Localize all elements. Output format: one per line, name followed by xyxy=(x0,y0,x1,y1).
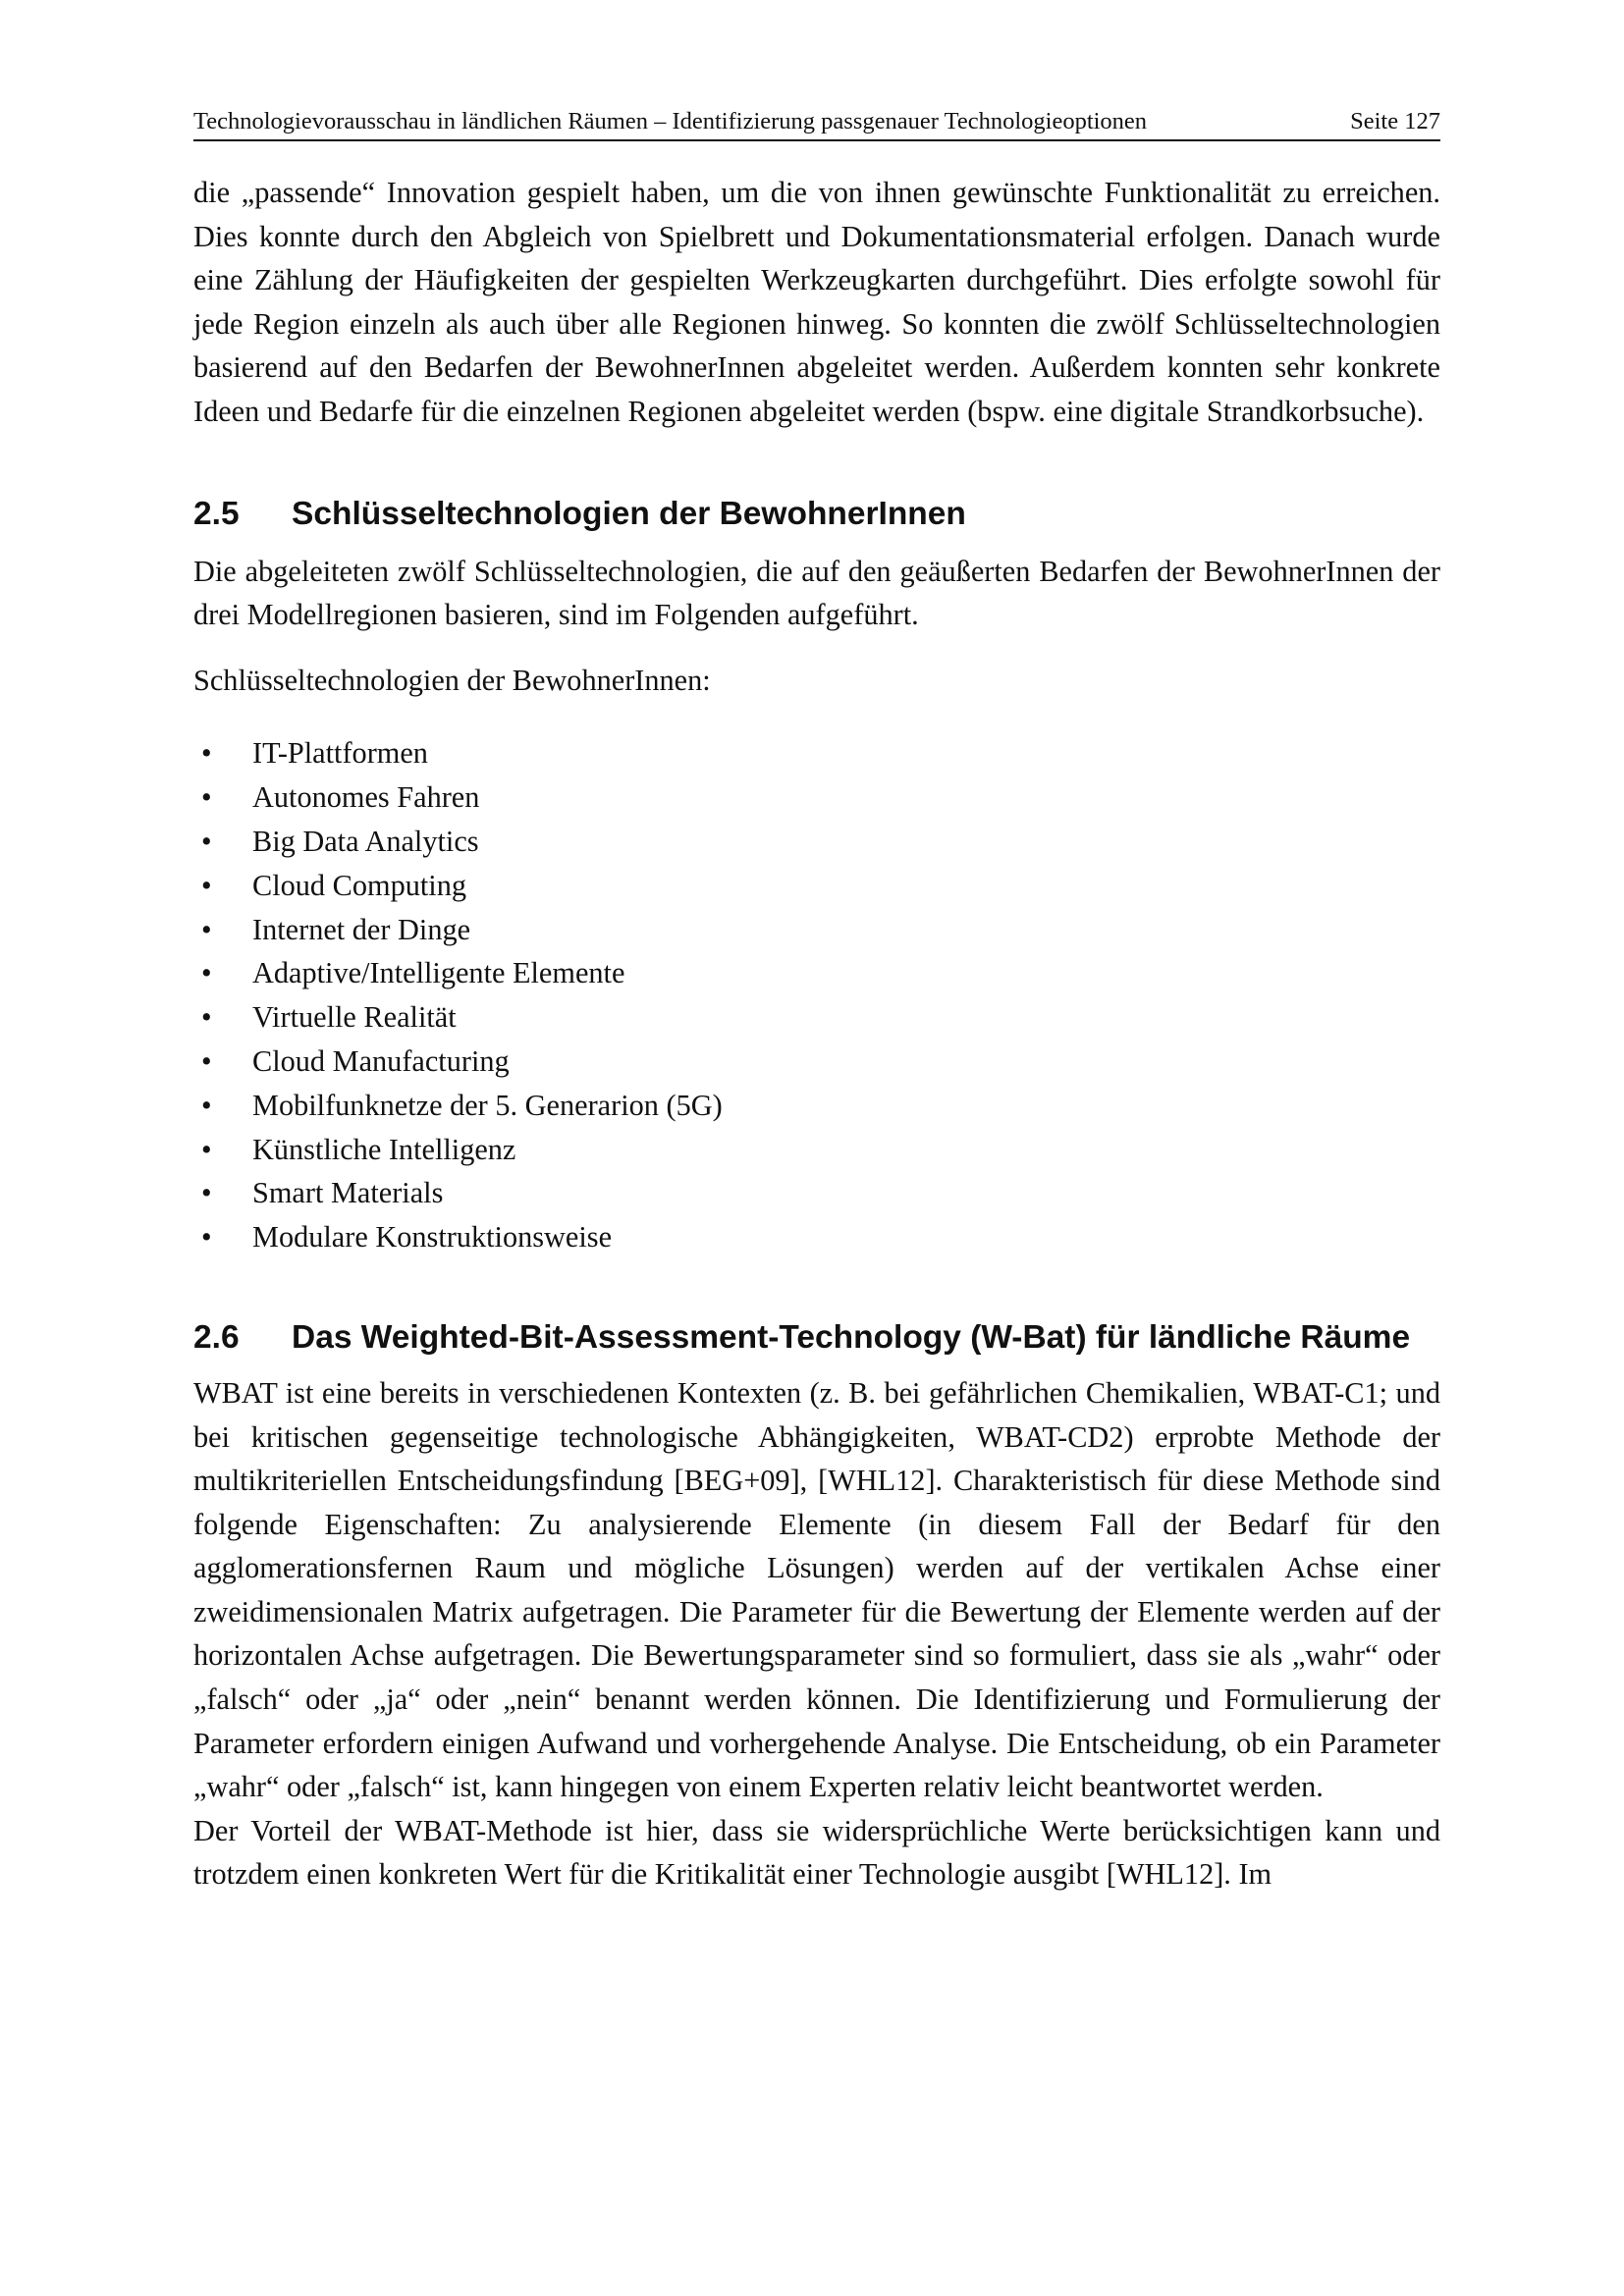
list-item xyxy=(193,775,1440,820)
list-item-text: Cloud Computing xyxy=(252,868,466,902)
bullet-icon: • xyxy=(201,1000,212,1035)
list-item-text: Künstliche Intelligenz xyxy=(252,1132,516,1166)
section-heading-2-6 xyxy=(193,1316,1440,1360)
bullet-icon: • xyxy=(201,868,212,902)
bullet-icon: • xyxy=(201,736,212,771)
section-2-5-paragraph: Die abgeleiteten zwölf Schlüsseltechnologien, die auf den geäußerten Bedarfen der BewohnerInnen der drei Modellregionen basieren, sind im Folgenden aufgeführt. xyxy=(193,554,1440,632)
list-item-text: Modulare Konstruktionsweise xyxy=(252,1220,613,1255)
section-title: Das Weighted-Bit-Assessment-Technology (W-Bat) für ländliche Räume xyxy=(292,1318,1411,1356)
list-item-text: Big Data Analytics xyxy=(252,824,479,858)
list-item xyxy=(193,1128,1440,1172)
list-item xyxy=(193,995,1440,1040)
list-item xyxy=(193,1084,1440,1128)
list-item-text: Smart Materials xyxy=(252,1176,444,1210)
list-item xyxy=(193,951,1440,995)
section-number: 2.6 xyxy=(193,1318,240,1356)
list-item-text: Internet der Dinge xyxy=(252,912,471,946)
document-page xyxy=(193,106,1440,1896)
list-item xyxy=(193,1171,1440,1215)
bullet-icon: • xyxy=(201,1220,212,1255)
list-item-text: Adaptive/Intelligente Elemente xyxy=(252,956,625,990)
list-item-text: Cloud Manufacturing xyxy=(252,1043,510,1078)
list-item xyxy=(193,1040,1440,1084)
intro-paragraph: die „passende“ Innovation gespielt haben, um die von ihnen gewünschte Funktionalität zu erreichen. Dies konnte durch den Abgleich von Spielbrett und Dokumentationsmaterial erfolgen. Danach wurde eine Zählung der Häufigkeiten der gespielten Werkzeugkarten durchgeführt. Dies erfolgte sowohl für jede Region einzeln als auch über alle Regionen hinweg. So konnten die zwölf Schlüsseltechnologien basierend auf den Bedarfen der BewohnerInnen abgeleitet werden. Außerdem konnten sehr konkrete Ideen und Bedarfe für die einzelnen Regionen abgeleitet werden (bspw. eine digitale Strandkorbsuche). xyxy=(193,176,1440,428)
running-header xyxy=(193,106,1440,141)
list-item xyxy=(193,1215,1440,1259)
bullet-icon: • xyxy=(201,1132,212,1166)
list-item-text: Mobilfunknetze der 5. Generarion (5G) xyxy=(252,1088,723,1122)
bullet-icon: • xyxy=(201,956,212,990)
bullet-icon: • xyxy=(201,1088,212,1122)
list-item xyxy=(193,731,1440,775)
bullet-icon: • xyxy=(201,1176,212,1210)
technology-list xyxy=(193,731,1440,1259)
section-2-6-paragraph-1: WBAT ist eine bereits in verschiedenen Kontexten (z. B. bei gefährlichen Chemikalien, WBAT-C1; und bei kritischen gegenseitige technologische Abhängigkeiten, WBAT-CD2) erprobte Methode der multikriteriellen Entscheidungsfindung [BEG+09], [WHL12]. Charakteristisch für diese Methode sind folgende Eigenschaften: Zu analysierende Elemente (in diesem Fall der Bedarf für den agglomerationsfernen Raum und mögliche Lösungen) werden auf der vertikalen Achse einer zweidimensionalen Matrix aufgetragen. Die Parameter für die Bewertung der Elemente werden auf der horizontalen Achse aufgetragen. Die Bewertungsparameter sind so formuliert, dass sie als „wahr“ oder „falsch“ oder „ja“ oder „nein“ benannt werden können. Die Identifizierung und Formulierung der Parameter erfordern einigen Aufwand und vorhergehende Analyse. Die Entscheidung, ob ein Parameter „wahr“ oder „falsch“ ist, kann hingegen von einem Experten relativ leicht beantwortet werden. xyxy=(193,1375,1440,1804)
bullet-icon: • xyxy=(201,824,212,858)
list-item-text: Virtuelle Realität xyxy=(252,1000,457,1035)
bullet-icon: • xyxy=(201,912,212,946)
section-2-6-paragraph-2: Der Vorteil der WBAT-Methode ist hier, dass sie widersprüchliche Werte berücksichtigen kann und trotzdem einen konkreten Wert für die Kritikalität einer Technologie ausgibt [WHL12]. Im xyxy=(193,1813,1440,1892)
list-item-text: Autonomes Fahren xyxy=(252,780,480,815)
section-heading-2-5 xyxy=(193,493,1440,536)
page-number: Seite 127 xyxy=(1350,108,1440,134)
list-item xyxy=(193,908,1440,952)
list-intro: Schlüsseltechnologien der BewohnerInnen: xyxy=(193,663,711,697)
list-item xyxy=(193,820,1440,864)
list-item xyxy=(193,864,1440,908)
section-title: Schlüsseltechnologien der BewohnerInnen xyxy=(292,495,966,532)
bullet-icon: • xyxy=(201,780,212,815)
bullet-icon: • xyxy=(201,1043,212,1078)
header-title: Technologievorausschau in ländlichen Räumen – Identifizierung passgenauer Technologieoptionen xyxy=(193,108,1148,134)
section-number: 2.5 xyxy=(193,495,240,532)
list-item-text: IT-Plattformen xyxy=(252,736,428,771)
